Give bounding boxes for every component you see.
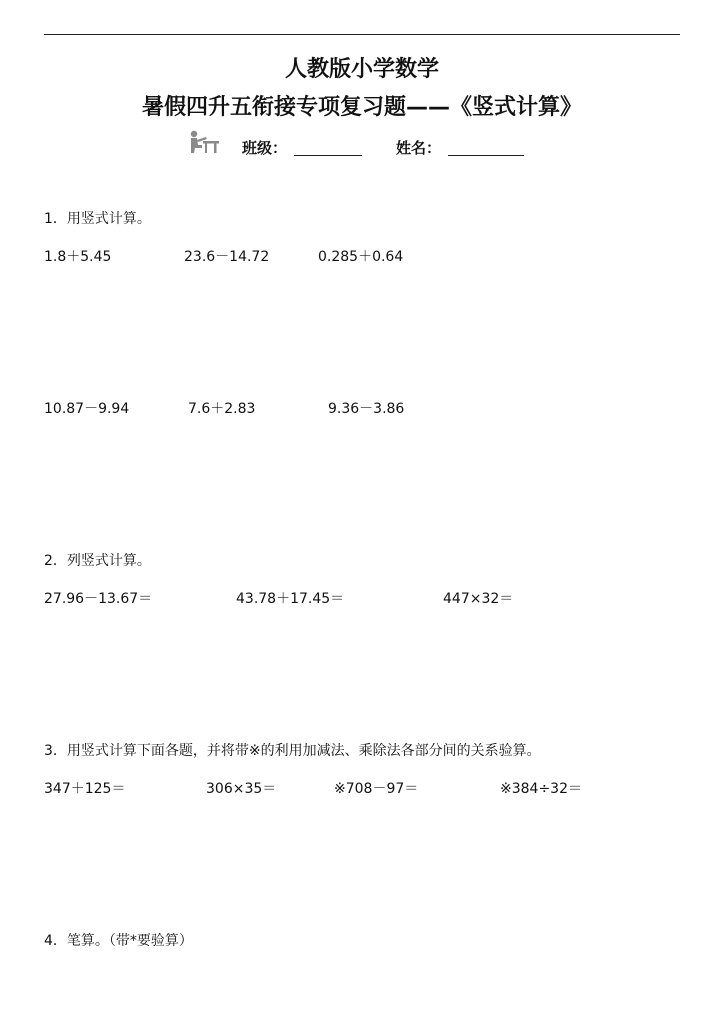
question-1-heading: 1．用竖式计算。 — [44, 211, 151, 227]
page-title: 人教版小学数学 — [284, 57, 439, 82]
problem-expression: 9.36－3.86 — [328, 401, 405, 417]
name-label: 姓名： — [396, 139, 442, 157]
problem-expression: 0.285＋0.64 — [318, 249, 404, 265]
problem-expression: 306×35＝ — [206, 781, 277, 797]
problem-expression: 347＋125＝ — [44, 781, 126, 797]
student-info-row — [0, 133, 724, 161]
problem-expression: 23.6－14.72 — [184, 249, 270, 265]
class-label: 班级： — [242, 139, 288, 157]
problem-expression: 7.6＋2.83 — [188, 401, 256, 417]
problem-expression: 447×32＝ — [443, 591, 514, 607]
problem-expression: 1.8＋5.45 — [44, 249, 112, 265]
question-4-heading: 4．笔算。（带*要验算） — [44, 933, 193, 949]
page-subtitle: 暑假四升五衔接专项复习题——《竖式计算》 — [141, 95, 582, 120]
student-at-desk-icon — [186, 129, 222, 155]
problem-expression: ※384÷32＝ — [500, 781, 582, 797]
problem-expression: ※708－97＝ — [334, 781, 419, 797]
problem-expression: 27.96－13.67＝ — [44, 591, 153, 607]
top-rule — [44, 34, 680, 35]
problem-expression: 43.78＋17.45＝ — [236, 591, 345, 607]
question-2-heading: 2．列竖式计算。 — [44, 553, 151, 569]
problem-expression: 10.87－9.94 — [44, 401, 130, 417]
name-field[interactable] — [448, 155, 524, 156]
class-field[interactable] — [294, 155, 362, 156]
question-3-heading: 3．用竖式计算下面各题，并将带※的利用加减法、乘除法各部分间的关系验算。 — [44, 743, 541, 759]
